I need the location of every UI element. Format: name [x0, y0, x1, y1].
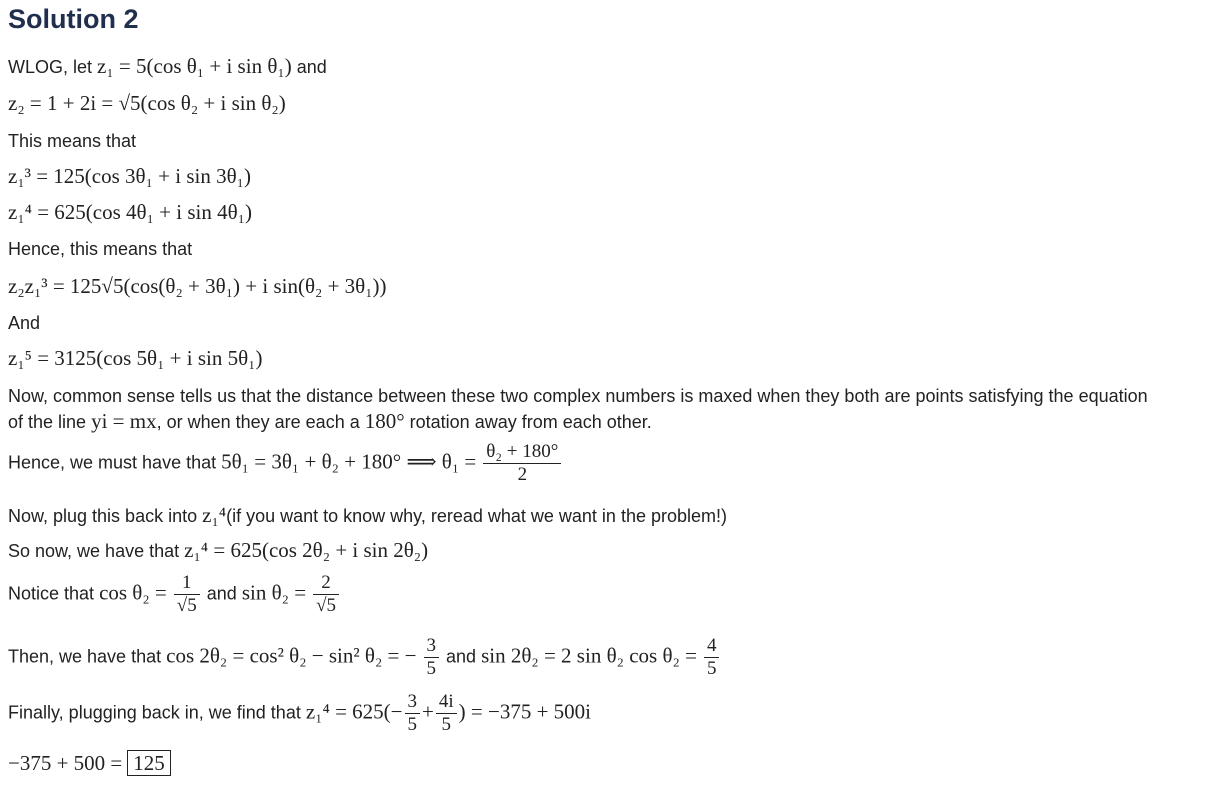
math: z₁⁴ = 625(−: [305, 699, 403, 724]
numerator: 2: [321, 572, 331, 593]
fraction: [483, 441, 561, 486]
numerator: 4: [706, 635, 717, 656]
line-final-answer: [8, 750, 171, 776]
text: , or when they are each a: [156, 412, 360, 432]
fraction: [174, 572, 200, 617]
boxed-answer: 125: [127, 750, 171, 776]
math: 180°: [364, 409, 405, 433]
numerator: 3: [426, 635, 436, 656]
line-let-z1: [8, 54, 327, 79]
line-so-now: [8, 538, 428, 563]
math: z₁³ = 125(cos 3θ₁ + i sin 3θ₁): [8, 164, 251, 188]
denominator: √5: [313, 594, 339, 617]
text: This means that: [8, 131, 137, 151]
fraction: [405, 691, 421, 736]
denominator: 5: [436, 713, 457, 736]
math: sin 2θ₂ = 2 sin θ₂ cos θ₂ =: [481, 643, 697, 668]
numerator: 4i: [438, 691, 454, 712]
math: ) = −375 + 500i: [458, 699, 591, 724]
numerator: 1: [182, 572, 192, 593]
math: z₂z₁³ = 125√5(cos(θ₂ + 3θ₁) + i sin(θ₂ + 3θ₁)): [8, 274, 387, 298]
line-z1-cubed: [8, 164, 251, 189]
denominator: 5: [424, 657, 440, 680]
plus-sign: +: [422, 699, 434, 724]
text: Hence, this means that: [8, 239, 193, 259]
line-plug-back: [8, 503, 727, 528]
fraction: [424, 635, 440, 680]
line-notice: [8, 572, 341, 617]
line-z2z1-cubed: [8, 274, 387, 299]
line-then: [8, 635, 721, 680]
text: and: [296, 57, 327, 77]
line-common-sense: [8, 384, 1148, 408]
denominator: 5: [704, 657, 720, 680]
text: rotation away from each other.: [409, 412, 652, 432]
line-hence-must: [8, 441, 563, 486]
text: Now, common sense tells us that the distance between these two complex numbers is maxed when they both are points satisfying the equation: [8, 386, 1148, 406]
math: z₁⁵ = 3125(cos 5θ₁ + i sin 5θ₁): [8, 346, 263, 370]
fraction: [436, 691, 457, 736]
text: and: [446, 646, 477, 667]
line-and: [8, 311, 40, 335]
math: yi = mx: [91, 409, 157, 433]
fraction: [313, 572, 339, 617]
math: −375 + 500 =: [8, 751, 123, 775]
text: Notice that: [8, 583, 95, 604]
math: z₁ = 5(cos θ₁ + i sin θ₁): [97, 54, 292, 78]
text: Hence, we must have that: [8, 452, 217, 473]
math: z₁⁴ = 625(cos 4θ₁ + i sin 4θ₁): [8, 200, 252, 224]
line-z1-fourth: [8, 200, 252, 225]
text: (if you want to know why, reread what we want in the problem!): [226, 506, 727, 526]
text: of the line: [8, 412, 87, 432]
math: z₁⁴: [202, 503, 227, 527]
text: Now, plug this back into: [8, 506, 198, 526]
math: 5θ₁ = 3θ₁ + θ₂ + 180° ⟹ θ₁ =: [221, 449, 477, 474]
text: WLOG, let: [8, 57, 93, 77]
line-finally: [8, 691, 591, 736]
math: sin θ₂ =: [241, 580, 307, 605]
line-this-means: [8, 129, 136, 153]
numerator: 3: [407, 691, 418, 712]
numerator: θ₂ + 180°: [486, 441, 559, 462]
denominator: 5: [405, 713, 421, 736]
line-z1-fifth: [8, 346, 262, 371]
math: z₂ = 1 + 2i = √5(cos θ₂ + i sin θ₂): [8, 91, 286, 115]
line-of-the-line: [8, 409, 652, 434]
text: So now, we have that: [8, 541, 180, 561]
line-hence: [8, 237, 192, 261]
math: cos θ₂ =: [99, 580, 167, 605]
denominator: √5: [174, 594, 200, 617]
text: Finally, plugging back in, we find that: [8, 702, 301, 723]
fraction: [704, 635, 720, 680]
text: Then, we have that: [8, 646, 162, 667]
math: z₁⁴ = 625(cos 2θ₂ + i sin 2θ₂): [184, 538, 429, 562]
denominator: 2: [483, 463, 561, 486]
line-z2: [8, 91, 286, 116]
solution-heading: Solution 2: [8, 4, 139, 34]
math: cos 2θ₂ = cos² θ₂ − sin² θ₂ = −: [166, 643, 417, 668]
text: and: [206, 583, 237, 604]
text: And: [8, 313, 41, 333]
